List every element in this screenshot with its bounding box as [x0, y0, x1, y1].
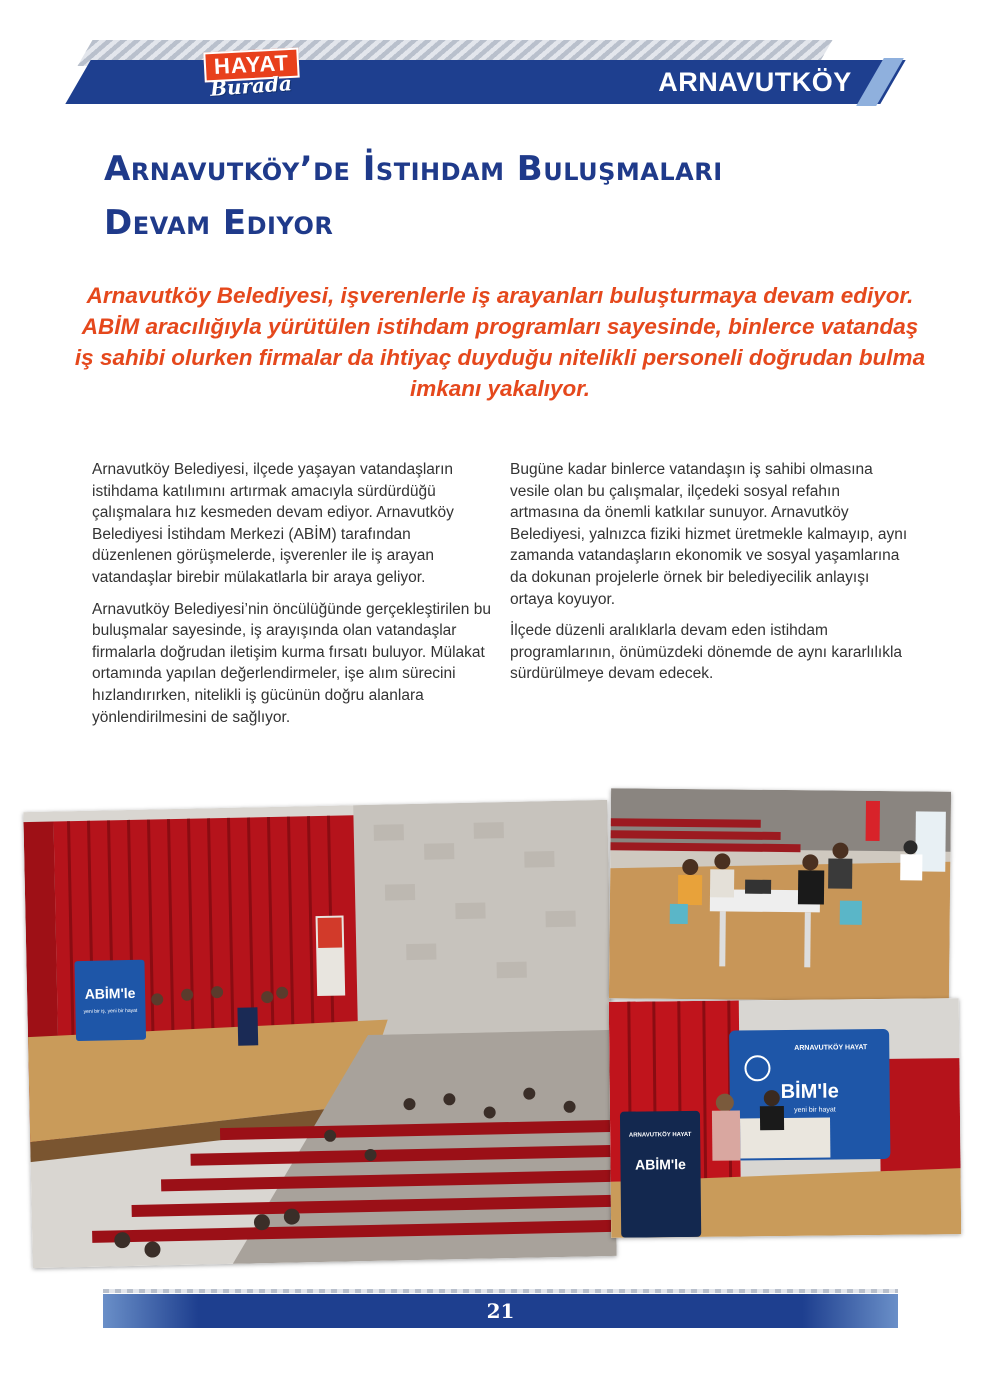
booth-illustration: [609, 998, 961, 1238]
logo-burada-script: Burada: [209, 71, 293, 101]
booth-banner-subtext: yeni bir hayat: [794, 1106, 836, 1114]
paragraph: Arnavutköy Belediyesi’nin öncülüğünde gerçekleştirilen bu buluşmalar sayesinde, iş arayışında olan vatandaşlar firmalarla doğrudan iletişim kurma fırsatı buluyor. Mülakat ortamında yapılan değerlendirmeler, işe alım sürecini hızlandırırken, nitelikli iş gücünün doğru alanlara yönlendirilmesini de sağlıyor.: [92, 600, 491, 726]
booth-banner-text: BİM'le: [780, 1080, 839, 1104]
region-label: ARNAVUTKÖY: [658, 67, 852, 97]
photo-auditorium: [23, 800, 616, 1268]
title-line-2: Devam Ediyor: [104, 203, 334, 243]
paragraph: İlçede düzenli aralıklarla devam eden istihdam programlarının, önümüzdeki dönemde de aynı kararlılıkla sürdürülmeye devam edecek.: [510, 622, 903, 683]
logo-hayat-text: HAYAT: [203, 48, 300, 83]
stage-banner-subtext: yeni bir iş, yeni bir hayat: [83, 1007, 138, 1015]
stage-banner-text: ABİM'le: [84, 984, 136, 1002]
title-line-1: Arnavutköy’de İstihdam Buluşmaları: [104, 149, 723, 189]
booth-logo-text: ARNAVUTKÖY HAYAT: [794, 1044, 868, 1052]
podium-text: ABİM'le: [635, 1156, 686, 1173]
paragraph: Bugüne kadar binlerce vatandaşın iş sahibi olmasına vesile olan bu çalışmalar, ilçedeki sosyal refahın artmasına da önemli katkılar sunuyor. Arnavutköy Belediyesi, yalnızca fiziki hizmet üretmekle kalmayıp, aynı zamanda vatandaşların ekonomik ve sosyal yaşamlarına da dokunan projelerle örnek bir belediyecilik anlayışı ortaya koyuyor.: [510, 461, 908, 608]
text-column-right: [510, 459, 910, 695]
article-title: [104, 142, 924, 250]
paragraph: Arnavutköy Belediyesi, ilçede yaşayan vatandaşların istihdama katılımını artırmak amacıyla sürdürdüğü çalışmalara hız kesmeden devam ediyor. Arnavutköy Belediyesi İstihdam Merkezi (ABİM) tarafından düzenlenen görüşmelerde, işverenler ile iş arayan vatandaşlar birebir mülakatlarla bir araya geliyor.: [92, 461, 454, 586]
article-lead: Arnavutköy Belediyesi, işverenlerle iş arayanları buluşturmaya devam ediyor. ABİM aracılığıyla yürütülen istihdam programları sayesinde, binlerce vatandaş iş sahibi olurken firmalar da ihtiyaç duyduğu nitelikli personeli doğrudan bulma imkanı yakalıyor.: [74, 283, 926, 401]
page-footer: [103, 1294, 898, 1328]
photo-abim-booth: [609, 998, 961, 1238]
hayat-burada-logo: [198, 48, 308, 108]
text-column-left: [92, 459, 492, 738]
page-header: [0, 0, 1000, 140]
auditorium-illustration: [23, 800, 616, 1268]
photo-interview-tables: [609, 788, 951, 1002]
podium-logo-text: ARNAVUTKÖY HAYAT: [628, 1131, 692, 1139]
page-number: 21: [486, 1299, 515, 1323]
interview-illustration: [609, 788, 951, 1002]
